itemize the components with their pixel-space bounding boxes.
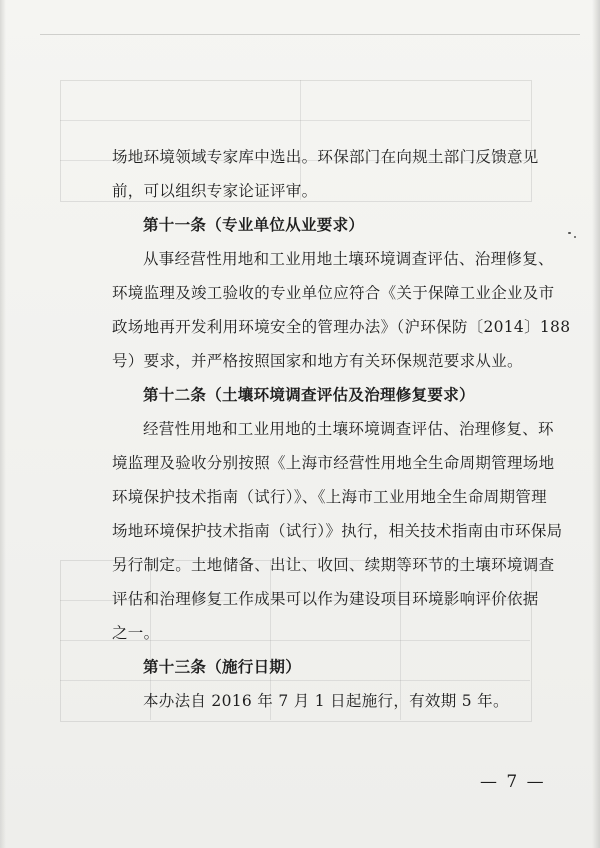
page-number: — 7 — <box>480 772 546 792</box>
scan-speck <box>574 236 576 238</box>
text-line: 评估和治理修复工作成果可以作为建设项目环境影响评价依据 <box>112 590 539 608</box>
scan-shadow-left <box>0 0 6 848</box>
text-line: 之一。 <box>112 624 160 642</box>
text-line: 场地环境领域专家库中选出。环保部门在向规土部门反馈意见 <box>112 148 539 166</box>
article-heading-13: 第十三条（施行日期） <box>143 657 302 676</box>
text-line: 号）要求，并严格按照国家和地方有关环保规范要求从业。 <box>112 352 523 370</box>
bleed-through-line <box>60 120 530 121</box>
text-line: 政场地再开发利用环境安全的管理办法》（沪环保防〔2014〕188 <box>112 318 571 336</box>
article-heading-11: 第十一条（专业单位从业要求） <box>143 215 365 234</box>
body-text <box>112 140 571 718</box>
text-line: 从事经营性用地和工业用地土壤环境调查评估、治理修复、 <box>143 250 554 268</box>
text-line: 场地环境保护技术指南（试行）》执行，相关技术指南由市环保局 <box>112 522 563 540</box>
scan-shadow-right <box>592 0 600 848</box>
text-line: 境监理及验收分别按照《上海市经营性用地全生命周期管理场地 <box>112 454 555 472</box>
text-line: 前，可以组织专家论证评审。 <box>112 182 318 200</box>
text-line: 环境保护技术指南（试行）》、《上海市工业用地全生命周期管理 <box>112 488 547 506</box>
text-line: 环境监理及竣工验收的专业单位应符合《关于保障工业企业及市 <box>112 284 555 302</box>
text-line: 另行制定。土地储备、出让、收回、续期等环节的土壤环境调查 <box>112 556 555 574</box>
scan-speck <box>568 232 571 234</box>
text-line: 经营性用地和工业用地的土壤环境调查评估、治理修复、环 <box>143 420 554 438</box>
text-line: 本办法自 2016 年 7 月 1 日起施行，有效期 5 年。 <box>143 692 509 710</box>
article-heading-12: 第十二条（土壤环境调查评估及治理修复要求） <box>143 385 475 404</box>
top-rule <box>40 34 580 35</box>
